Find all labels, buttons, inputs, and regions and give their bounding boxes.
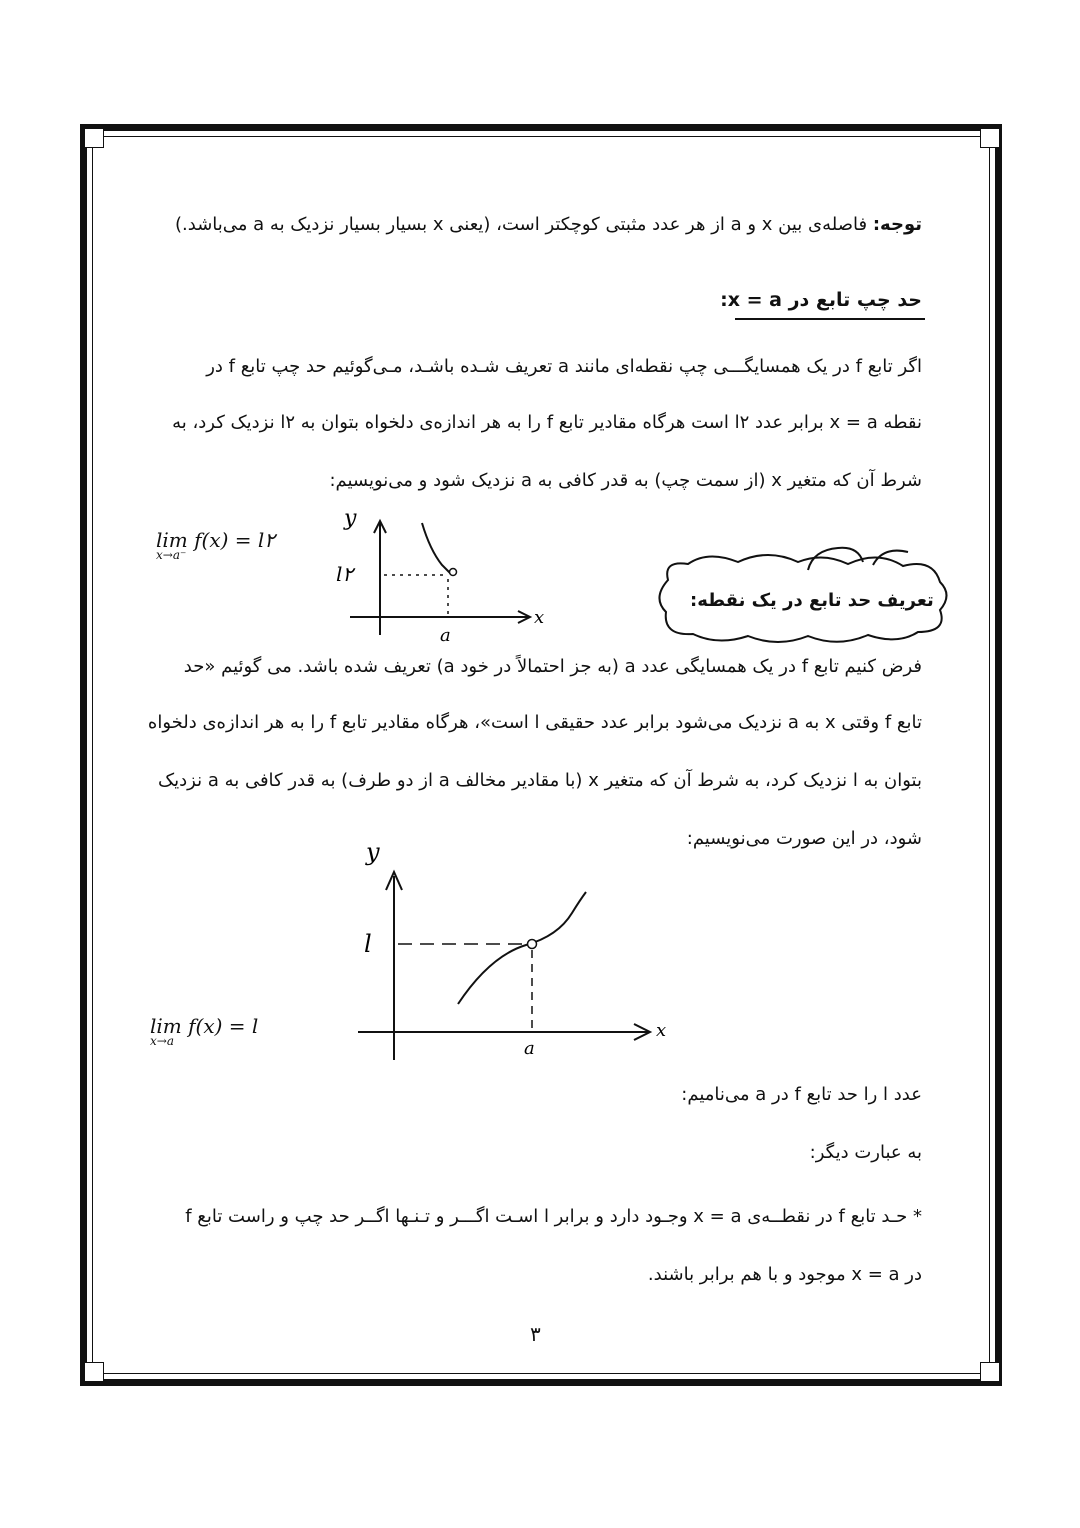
left-limit-line-1: اگر تابع f در یک همسایگـــی چپ نقطه‌ای مانند a تعریف شـده باشـد، مـی‌گوئیم حد چپ تابع f در (206, 356, 922, 377)
def-graph-a-label: a (524, 1038, 535, 1059)
left-limit-line-2: نقطه x = a برابر عدد l۲ است هرگاه مقادیر تابع f را به هر اندازه‌ی دلخواه بتوان به l۲ نزدیک کرد، به (172, 412, 922, 433)
page-number: ۳ (530, 1322, 541, 1346)
left-limit-line-3: شرط آن که متغیر x (از سمت چپ) به قدر کافی به a نزدیک شود و می‌نویسیم: (329, 470, 922, 491)
left-graph-y-label: y (344, 506, 357, 531)
definition-cloud-label: تعریف حد تابع در یک نقطه: (690, 590, 934, 611)
definition-line-4: شود، در این صورت می‌نویسیم: (686, 828, 922, 849)
closing-line-1: عدد l را حد تابع f در a می‌نامیم: (681, 1084, 922, 1105)
note-label: توجه: (872, 214, 922, 235)
def-graph-l-label: l (364, 930, 372, 958)
def-graph-y-label: y (366, 838, 380, 866)
left-graph-l-label: l۲ (336, 562, 354, 586)
def-graph-x-label: x (656, 1020, 667, 1041)
left-limit-formula-text: lim f(x) = l۲ (156, 528, 276, 552)
left-limit-formula-sub: x→a⁻ (156, 548, 187, 562)
frame-corner-top-right (980, 128, 1000, 148)
definition-graph (350, 838, 690, 1068)
note-line (175, 214, 922, 235)
frame-corner-top-left (84, 128, 104, 148)
note-text: فاصله‌ی بین x و a از هر عدد مثبتی کوچکتر است، (یعنی x بسیار بسیار نزدیک به a می‌باشد.) (175, 214, 868, 235)
left-limit-graph (330, 505, 560, 650)
definition-formula-text: lim f(x) = l (150, 1014, 259, 1038)
left-graph-x-label: x (534, 607, 545, 628)
definition-formula-sub: x→a (150, 1034, 174, 1048)
closing-line-4: در x = a موجود و با هم برابر باشند. (647, 1264, 922, 1285)
frame-corner-bottom-left (84, 1362, 104, 1382)
definition-line-2: تابع f وقتی x به a نزدیک می‌شود برابر عدد حقیقی l است»، هرگاه مقادیر تابع f را به هر اندازه‌ی دلخواه (147, 712, 922, 733)
definition-line-3: بتوان به l نزدیک کرد، به شرط آن که متغیر x (با مقادیر مخالف a از دو طرف) به قدر کافی به a نزدیک (158, 770, 922, 791)
page-frame-inner (92, 136, 990, 1374)
left-graph-a-label: a (440, 625, 451, 646)
left-limit-formula (156, 528, 275, 562)
frame-corner-bottom-right (980, 1362, 1000, 1382)
closing-line-2: به عبارت دیگر: (809, 1142, 922, 1163)
definition-formula (150, 1014, 258, 1048)
closing-line-3: * حـد تابع f در نقطــه‌ی x = a وجـود دارد و برابر l اسـت اگـــر و تـنـها اگــر حد چپ و راست تابع f (185, 1206, 922, 1227)
definition-line-1: فرض کنیم تابع f در یک همسایگی عدد a (به جز احتمالاً در خود a) تعریف شده باشد. می گوئیم «حد (183, 656, 922, 677)
title-underline (735, 318, 925, 320)
left-limit-title: حد چپ تابع در x = a: (720, 289, 922, 311)
